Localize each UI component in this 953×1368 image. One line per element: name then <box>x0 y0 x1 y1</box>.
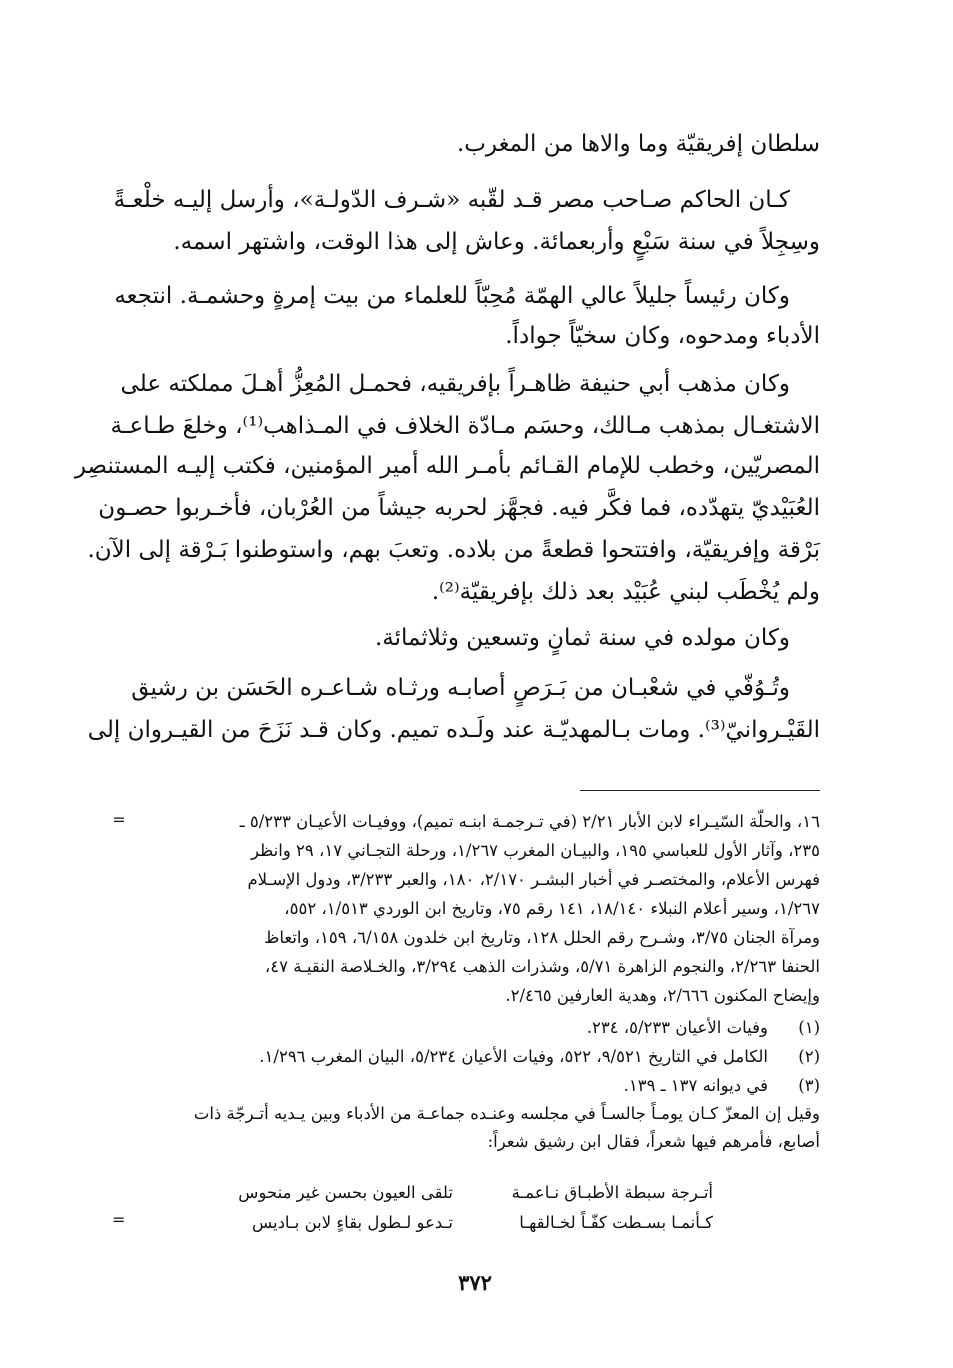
footnote-number: (٣) <box>798 1076 820 1095</box>
footnote-1 <box>100 1014 820 1042</box>
text-line: الأدباء ومدحوه، وكان سخيّاً جواداً. <box>505 323 820 349</box>
footnote-line: وإيضاح المكنون ٢/٦٦٦، وهدية العارفين ٢/٤٦٥. <box>505 986 820 1005</box>
text-line: وكان مولده في سنة ثمانٍ وتسعين وثلاثمائة. <box>374 625 790 651</box>
verse-line <box>0 1178 953 1208</box>
footnote-text: وفيات الأعيان ٥/٢٣٣، ٢٣٤. <box>586 1018 768 1037</box>
text-line: الاشتغـال بمذهب مـالك، وحسَم مـادّة الخلاف في المـذاهب⁽¹⁾، وخلعَ طـاعـة <box>110 413 820 439</box>
text-line: العُبَيْديّ يتهدّده، فما فكَّر فيه. فجهَّز لحربه جيشاً من العُرْبان، فأخـربوا حصـون <box>98 495 820 521</box>
footnote-separator <box>580 790 820 791</box>
text-line: وتُـوُفّي في شعْبـان من بَـرَصٍ أصابـه ورثـاه شـاعـره الحَسَن بن رشيق <box>131 675 790 701</box>
footnote-2 <box>100 1043 820 1071</box>
text-line: القَيْـروانيّ⁽³⁾. ومات بـالمهديّـة عند ولَـده تميم. وكان قـد نَزَحَ من القيـروان إلى <box>87 717 820 743</box>
text-line: كـان الحاكم صـاحب مصر قـد لقّبه «شـرف الدّولـة»، وأرسل إليـه خلْعـةً <box>113 187 790 213</box>
footnote-note-line: وقيل إن المعزّ كـان يومـاً جالسـاً في مجلسه وعنـده جماعـة من الأدباء وبين يـديه أتـرجّة ذات <box>193 1104 820 1123</box>
verse-second-hemistich: تلقى العيون بحسن غير منحوس <box>238 1183 453 1202</box>
footnote-continuation-mark: = <box>112 810 126 829</box>
verse-first-hemistich: كـأنمـا بسـطت كفّـاً لخـالقهـا <box>519 1213 713 1232</box>
text-line: وسِجِلاً في سنة سَبْعٍ وأربعمائة. وعاش إلى هذا الوقت، واشتهر اسمه. <box>173 229 820 255</box>
footnote-text: الكامل في التاريخ ٩/٥٢١، ٥٢٢، وفيات الأعيان ٥/٢٣٤، البيان المغرب ١/٢٩٦. <box>259 1047 768 1066</box>
footnote-line: الحنفا ٢/٢٦٣، والنجوم الزاهرة ٥/٧١، وشذرات الذهب ٣/٢٩٤، والخـلاصة النقيـة ٤٧، <box>264 957 820 976</box>
verse-line <box>0 1208 953 1238</box>
text-line: وكان رئيساً جليلاً عالي الهمّة مُحِبّاً للعلماء من بيت إمرةٍ وحشمـة. انتجعه <box>114 283 790 309</box>
footnote-line: فهرس الأعلام، والمختصـر في أخبار البشـر ٢/١٧٠، ١٨٠، والعبر ٣/٢٣٣، ودول الإسـلام <box>247 870 820 889</box>
text-line: سلطان إفريقيّة وما والاها من المغرب. <box>456 131 820 157</box>
footnote-line: ومرآة الجنان ٣/٧٥، وشـرح رقم الحلل ١٢٨، وتاريخ ابن خلدون ٦/١٥٨، ١٥٩، واتعاظ <box>264 928 820 947</box>
footnote-line: ١٦، والحلّة السّيـراء لابن الأبار ٢/٢١ (في تـرجمـة ابنـه تميم)، ووفيـات الأعيـان ٥/٢٣٣ ـ <box>239 812 820 831</box>
footnote-number: (٢) <box>798 1047 820 1066</box>
footnote-text: في ديوانه ١٣٧ ـ ١٣٩. <box>623 1076 768 1095</box>
footnote-3 <box>100 1072 820 1100</box>
text-line: بَرْقة وإفريقيّة، وافتتحوا قطعةً من بلاده. وتعبَ بهم، واستوطنوا بَـرْقة إلى الآن. <box>87 537 820 563</box>
footnote-note-line: أصابع، فأمرهم فيها شعراً، فقال ابن رشيق شعراً: <box>487 1132 820 1151</box>
verse-second-hemistich: تـدعو لـطول بقاءٍ لابن بـاديس <box>251 1213 453 1232</box>
text-line: وكان مذهب أبي حنيفة ظاهـراً بإفريقيه، فحمـل المُعِزُّ أهـلَ مملكته على <box>120 371 790 397</box>
page-number: ٣٧٢ <box>458 1270 492 1295</box>
verse-continuation-mark: = <box>112 1210 126 1229</box>
footnote-line: ١/٢٦٧، وسير أعلام النبلاء ١٨/١٤٠، ١٤١ رقم ٧٥، وتاريخ ابن الوردي ١/٥١٣، ٥٥٢، <box>284 899 820 918</box>
footnote-line: ٢٣٥، وآثار الأول للعباسي ١٩٥، والبيـان المغرب ١/٢٦٧، ورحلة التجـاني ١٧، ٢٩ وانظر <box>251 841 820 860</box>
text-line: المصريّين، وخطب للإمام القـائم بأمـر الله أمير المؤمنين، فكتب إليـه المستنصِر <box>74 453 820 479</box>
verse-first-hemistich: أتـرجة سبطة الأطبـاق نـاعمـة <box>511 1183 713 1202</box>
footnote-number: (١) <box>798 1018 820 1037</box>
text-line: ولم يُخْطَب لبني عُبَيْد بعد ذلك بإفريقيّة⁽²⁾. <box>431 579 820 605</box>
